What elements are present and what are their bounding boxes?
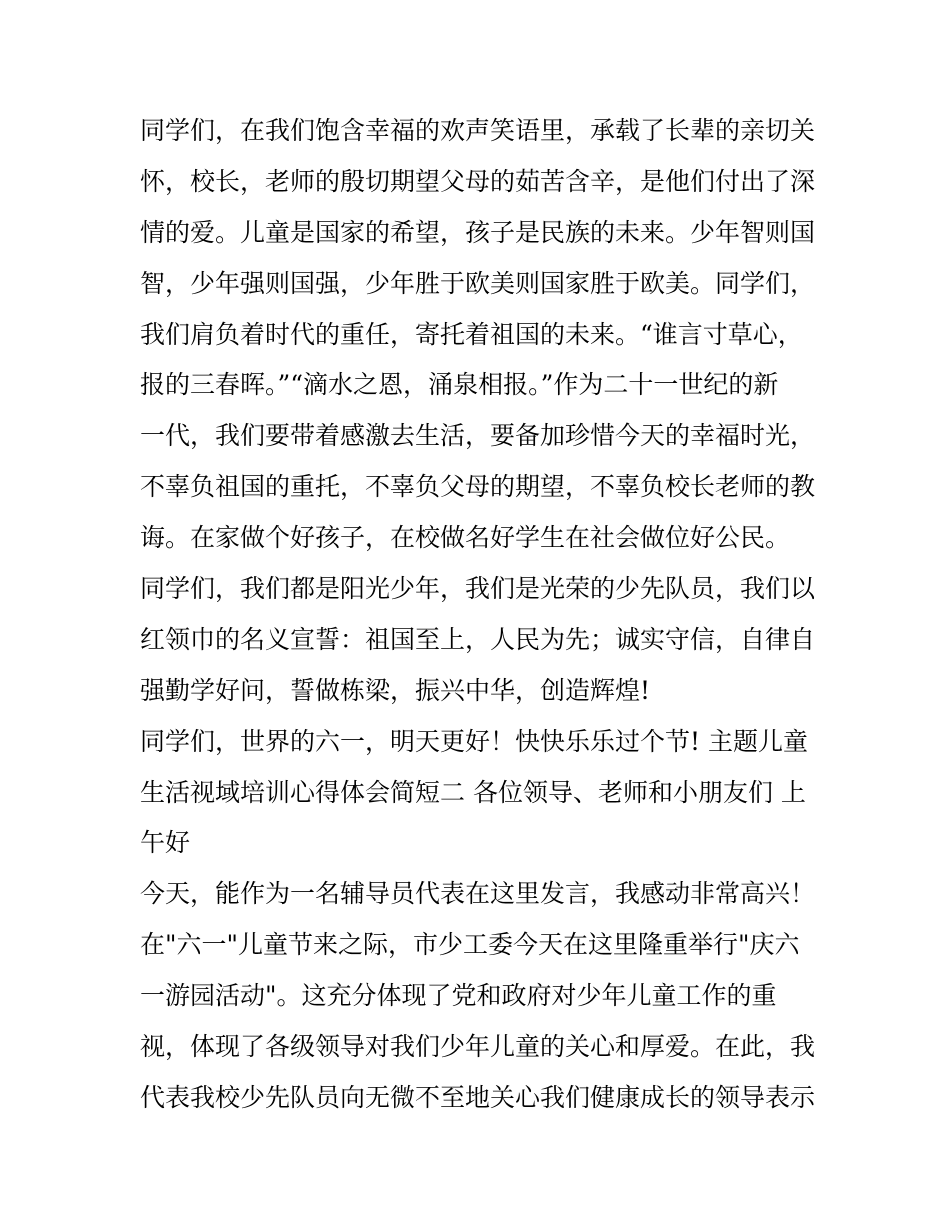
text-line-12: 强勤学好问，誓做栋梁，振兴中华，创造辉煌! (140, 675, 651, 705)
text-line-8: 不辜负祖国的重托，不辜负父母的期望，不辜负校长老师的教 (140, 472, 816, 502)
text-line-5: 我们肩负着时代的重任，寄托着祖国的未来。“谁言寸草心， (140, 319, 803, 349)
text-line-11: 红领巾的名义宣誓：祖国至上，人民为先；诚实守信，自律自 (140, 624, 816, 654)
text-line-17: 在"六一"儿童节来之际，市少工委今天在这里隆重举行"庆六 (140, 930, 800, 960)
text-line-19: 视，体现了各级领导对我们少年儿童的关心和厚爱。在此，我 (140, 1032, 816, 1062)
text-line-10: 同学们，我们都是阳光少年，我们是光荣的少先队员，我们以 (140, 574, 816, 604)
text-line-14: 生活视域培训心得体会简短二 各位领导、老师和小朋友们 上 (140, 777, 806, 807)
text-line-16: 今天，能作为一名辅导员代表在这里发言，我感动非常高兴！ (140, 879, 816, 909)
text-line-3: 情的爱。儿童是国家的希望，孩子是民族的未来。少年智则国 (140, 217, 816, 247)
text-line-1: 同学们，在我们饱含幸福的欢声笑语里，承载了长辈的亲切关 (140, 116, 816, 145)
body-text (140, 106, 830, 1124)
text-line-4: 智，少年强则国强，少年胜于欧美则国家胜于欧美。同学们， (140, 268, 816, 298)
text-line-15: 午好 (140, 828, 191, 858)
text-line-13: 同学们，世界的六一，明天更好！快快乐乐过个节! 主题儿童 (140, 726, 808, 756)
text-line-2: 怀，校长，老师的殷切期望父母的茹苦含辛，是他们付出了深 (140, 166, 816, 196)
text-line-20: 代表我校少先队员向无微不至地关心我们健康成长的领导表示 (140, 1082, 816, 1112)
text-line-9: 诲。在家做个好孩子，在校做名好学生在社会做位好公民。 (140, 523, 791, 553)
text-line-6: 报的三春晖。”“滴水之恩，涌泉相报。”作为二十一世纪的新 (140, 370, 779, 400)
text-line-7: 一代，我们要带着感激去生活，要备加珍惜今天的幸福时光， (140, 421, 816, 451)
text-line-18: 一游园活动"。这充分体现了党和政府对少年儿童工作的重 (140, 981, 777, 1011)
